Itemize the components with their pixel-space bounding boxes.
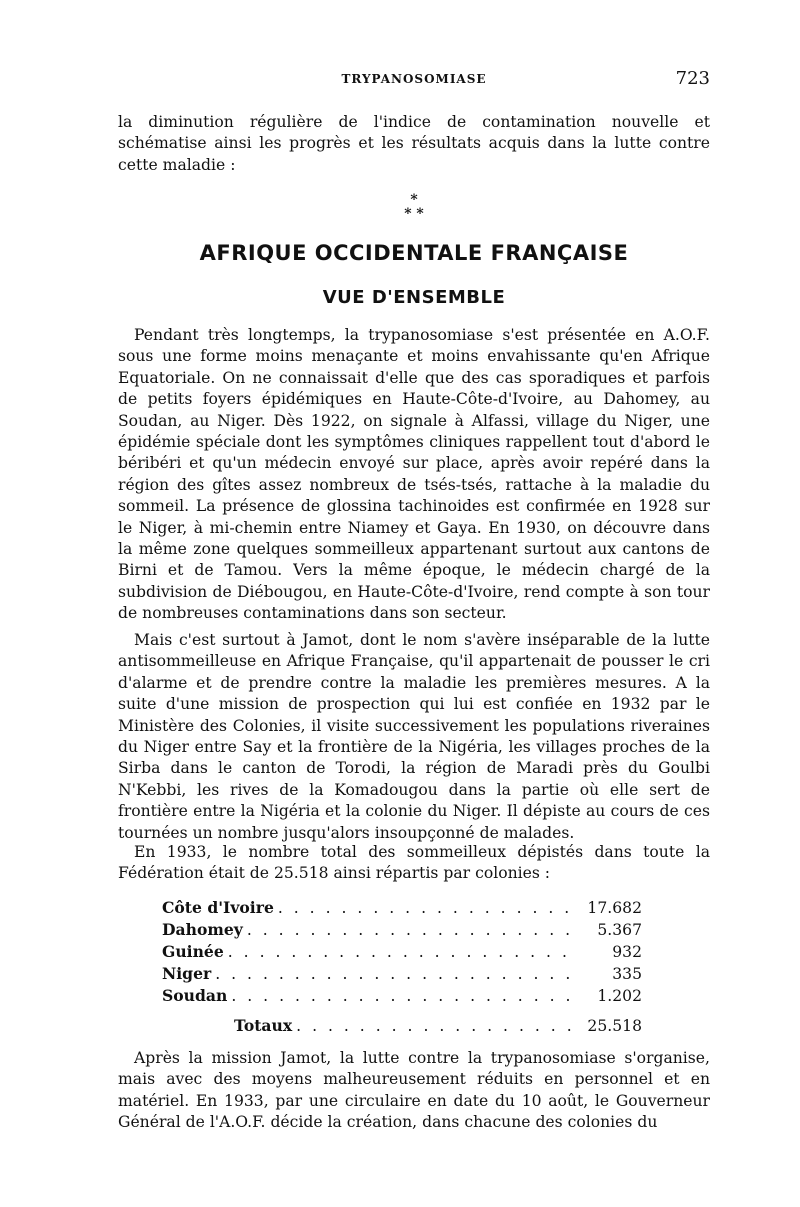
paragraph-2: Mais c'est surtout à Jamot, dont le nom s'avère inséparable de la lutte antisommeilleuse en Afrique Française, qu'il appartenait de pousser le cri d'alarme et de prendre contre la maladie les premières mesures. A la suite d'une mission de prospection qui lui est confiée en 1932 par le Ministère des Colonies, il visite successivement les populations riveraines du Niger entre Say et la frontière de la Nigéria, les villages proches de la Sirba dans le canton de Torodi, la région de Maradi près du Goulbi N'Kebbi, les rives de la Komadougou dans la partie où elle sert de frontière entre la Nigéria et la colonie du Niger. Il dépiste au cours de ces tournées un nombre jusqu'alors insoupçonné de malades. [118, 631, 710, 842]
section-title: AFRIQUE OCCIDENTALE FRANÇAISE [199, 241, 629, 265]
dot-leader [215, 963, 576, 985]
running-header [118, 68, 710, 94]
asterism-bottom: * * [404, 206, 424, 222]
page-number: 723 [675, 68, 710, 89]
colony-value: 1.202 [597, 987, 642, 1005]
dot-leader [296, 1015, 576, 1037]
table-row [162, 897, 642, 919]
paragraph-4: Après la mission Jamot, la lutte contre la trypanosomiase s'organise, mais avec des moyens malheureusement réduits en personnel et en matériel. En 1933, par une circulaire en date du 10 août, le Gouverneur Général de l'A.O.F. décide la création, dans chacune des colonies du [118, 1049, 710, 1132]
asterism-top: * [410, 192, 418, 208]
section-subtitle: VUE D'ENSEMBLE [322, 287, 506, 308]
table-row [162, 963, 642, 985]
colony-value: 17.682 [587, 899, 642, 917]
colony-value: 5.367 [597, 921, 642, 939]
dot-leader [231, 985, 576, 1007]
colony-label: Niger [162, 964, 212, 983]
paragraph-3: En 1933, le nombre total des sommeilleux dépistés dans toute la Fédération était de 25.518 ainsi répartis par colonies : [118, 843, 710, 883]
table-row [162, 919, 642, 941]
dot-leader [278, 897, 576, 919]
running-title: TRYPANOSOMIASE [341, 72, 487, 86]
total-value: 25.518 [587, 1017, 642, 1035]
dot-leader [228, 941, 576, 963]
colony-label: Dahomey [162, 920, 243, 939]
colony-value: 335 [612, 965, 642, 983]
colony-label: Soudan [162, 986, 228, 1005]
colony-label: Côte d'Ivoire [162, 898, 274, 917]
total-label: Totaux [234, 1016, 293, 1035]
table-total-row [162, 1015, 642, 1037]
dot-leader [247, 919, 576, 941]
table-row [162, 985, 642, 1007]
colony-label: Guinée [162, 942, 224, 961]
intro-paragraph: la diminution régulière de l'indice de contamination nouvelle et schématise ainsi les progrès et les résultats acquis dans la lutte contre cette maladie : [118, 113, 710, 174]
sleeping-sickness-table [162, 897, 642, 1037]
paragraph-1: Pendant très longtemps, la trypanosomiase s'est présentée en A.O.F. sous une forme moins menaçante et moins envahissante qu'en Afrique Equatoriale. On ne connaissait d'elle que des cas sporadiques et parfois de petits foyers épidémiques en Haute-Côte-d'Ivoire, au Dahomey, au Soudan, au Niger. Dès 1922, on signale à Alfassi, village du Niger, une épidémie spéciale dont les symptômes cliniques rappellent tout d'abord le béribéri et qu'un médecin envoyé sur place, après avoir repéré dans la région des gîtes assez nombreux de tsés-tsés, rattache à la maladie du sommeil. La présence de glossina tachinoides est confirmée en 1928 sur le Niger, à mi-chemin entre Niamey et Gaya. En 1930, on découvre dans la même zone quelques sommeilleux appartenant surtout aux cantons de Birni et de Tamou. Vers la même époque, le médecin chargé de la subdivision de Diébougou, en Haute-Côte-d'Ivoire, rend compte à son tour de nombreuses contaminations dans son secteur. [118, 326, 710, 623]
colony-value: 932 [612, 943, 642, 961]
table-row [162, 941, 642, 963]
